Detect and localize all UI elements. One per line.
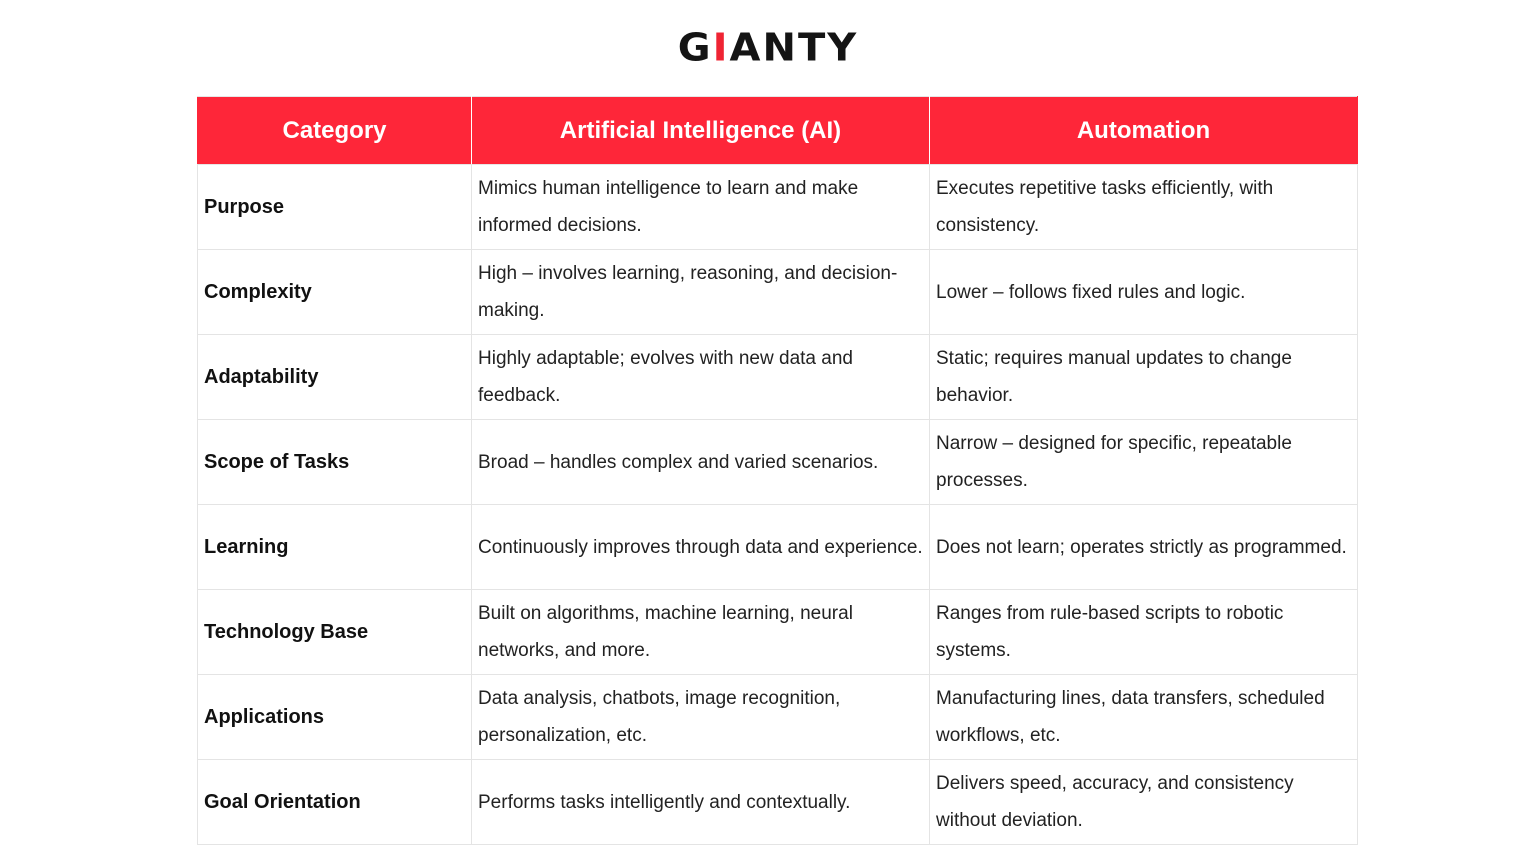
header-automation: Automation bbox=[930, 97, 1358, 165]
table-row bbox=[198, 250, 1358, 335]
header-ai: Artificial Intelligence (AI) bbox=[472, 97, 930, 165]
row-ai: Broad – handles complex and varied scenarios. bbox=[472, 420, 930, 505]
logo-container bbox=[0, 26, 1536, 70]
table-row bbox=[198, 505, 1358, 590]
table-row bbox=[198, 420, 1358, 505]
row-ai: Performs tasks intelligently and contextually. bbox=[472, 760, 930, 845]
logo-text-rest: ANTY bbox=[729, 26, 859, 70]
row-category: Complexity bbox=[198, 250, 472, 335]
row-category: Purpose bbox=[198, 165, 472, 250]
row-category: Adaptability bbox=[198, 335, 472, 420]
row-automation: Delivers speed, accuracy, and consistency without deviation. bbox=[930, 760, 1358, 845]
row-automation: Ranges from rule-based scripts to robotic systems. bbox=[930, 590, 1358, 675]
table-body bbox=[198, 165, 1358, 845]
table-row bbox=[198, 760, 1358, 845]
row-category: Goal Orientation bbox=[198, 760, 472, 845]
row-automation: Lower – follows fixed rules and logic. bbox=[930, 250, 1358, 335]
table-header bbox=[198, 97, 1358, 165]
comparison-table bbox=[197, 96, 1358, 845]
row-category: Applications bbox=[198, 675, 472, 760]
row-automation: Static; requires manual updates to change behavior. bbox=[930, 335, 1358, 420]
table-row bbox=[198, 675, 1358, 760]
row-automation: Does not learn; operates strictly as programmed. bbox=[930, 505, 1358, 590]
row-ai: High – involves learning, reasoning, and decision-making. bbox=[472, 250, 930, 335]
row-automation: Narrow – designed for specific, repeatable processes. bbox=[930, 420, 1358, 505]
row-ai: Continuously improves through data and experience. bbox=[472, 505, 930, 590]
row-automation: Manufacturing lines, data transfers, scheduled workflows, etc. bbox=[930, 675, 1358, 760]
row-ai: Data analysis, chatbots, image recognition, personalization, etc. bbox=[472, 675, 930, 760]
table-row bbox=[198, 590, 1358, 675]
table-row bbox=[198, 335, 1358, 420]
logo-text-accent: I bbox=[712, 26, 730, 70]
row-ai: Highly adaptable; evolves with new data and feedback. bbox=[472, 335, 930, 420]
row-category: Learning bbox=[198, 505, 472, 590]
row-ai: Mimics human intelligence to learn and make informed decisions. bbox=[472, 165, 930, 250]
header-category: Category bbox=[198, 97, 472, 165]
row-category: Technology Base bbox=[198, 590, 472, 675]
table-row bbox=[198, 165, 1358, 250]
row-ai: Built on algorithms, machine learning, neural networks, and more. bbox=[472, 590, 930, 675]
row-category: Scope of Tasks bbox=[198, 420, 472, 505]
header-row bbox=[198, 97, 1358, 165]
logo-text-g: G bbox=[677, 26, 713, 70]
row-automation: Executes repetitive tasks efficiently, with consistency. bbox=[930, 165, 1358, 250]
gianty-logo bbox=[678, 27, 858, 69]
